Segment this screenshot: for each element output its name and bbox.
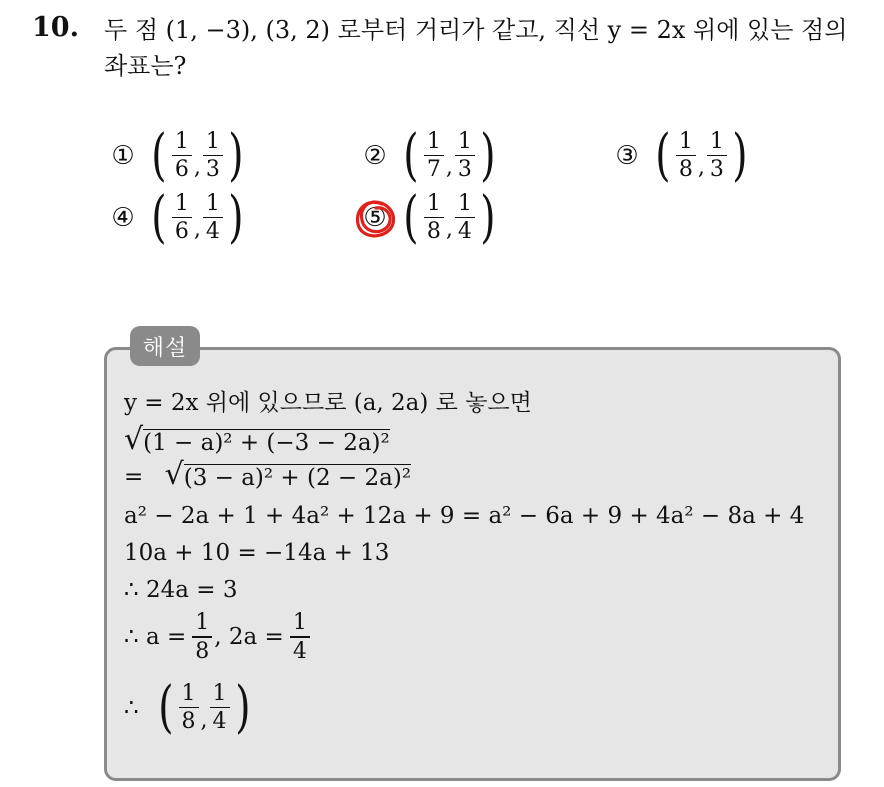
- solution-line-2: [124, 422, 390, 457]
- fraction: [424, 128, 444, 183]
- left-paren: (: [157, 675, 174, 740]
- solution-line-3: [124, 457, 412, 492]
- choice-5-label: ⑤: [363, 203, 387, 233]
- numerator: 1: [212, 680, 227, 706]
- radical-sign: √: [124, 422, 144, 457]
- comma: ,: [193, 155, 201, 180]
- denominator: 4: [212, 709, 227, 735]
- numerator: 1: [205, 190, 220, 216]
- fraction: [172, 190, 192, 245]
- denominator: 8: [181, 709, 196, 735]
- left-paren: (: [151, 123, 167, 188]
- denominator: 3: [709, 157, 724, 183]
- right-paren: ): [480, 123, 496, 188]
- right-paren: ): [732, 123, 748, 188]
- fraction: [290, 612, 310, 663]
- fraction: [203, 190, 223, 245]
- question-text: [104, 12, 874, 84]
- two-a-equals: , 2a =: [214, 623, 284, 650]
- denominator: 3: [457, 157, 472, 183]
- right-paren: ): [480, 185, 496, 250]
- choice-2[interactable]: [362, 123, 499, 188]
- denominator: 4: [292, 638, 307, 664]
- choice-4-label: ④: [111, 203, 135, 233]
- numerator: 1: [195, 610, 210, 635]
- numerator: 1: [709, 128, 724, 154]
- question-line-2: 좌표는?: [104, 52, 187, 80]
- solution-line-7: [124, 612, 312, 663]
- numerator: 1: [678, 128, 693, 154]
- numerator: 1: [174, 190, 189, 216]
- choice-3[interactable]: [614, 123, 751, 188]
- right-paren: ): [228, 185, 244, 250]
- choice-2-label: ②: [363, 141, 387, 171]
- denominator: 6: [174, 219, 189, 245]
- solution-line-8: [124, 675, 253, 740]
- denominator: 7: [426, 157, 441, 183]
- denominator: 4: [457, 219, 472, 245]
- numerator: 1: [174, 128, 189, 154]
- radical-sign: √: [164, 457, 184, 492]
- radicand: (3 − a)² + (2 − 2a)²: [183, 465, 412, 491]
- choice-1[interactable]: [110, 123, 247, 188]
- right-paren: ): [234, 675, 251, 740]
- solution-line-4: a² − 2a + 1 + 4a² + 12a + 9 = a² − 6a + 9 + 4a² − 8a + 4: [124, 503, 805, 529]
- square-root: [124, 422, 390, 457]
- square-root: [164, 457, 412, 492]
- numerator: 1: [426, 128, 441, 154]
- comma: ,: [445, 217, 453, 242]
- denominator: 8: [195, 638, 210, 664]
- question-line-1: 두 점 (1, −3), (3, 2) 로부터 거리가 같고, 직선 y = 2x 위에 있는 점의: [104, 16, 848, 44]
- numerator: 1: [457, 128, 472, 154]
- fraction: [172, 128, 192, 183]
- choice-4[interactable]: [110, 185, 247, 250]
- numerator: 1: [457, 190, 472, 216]
- numerator: 1: [205, 128, 220, 154]
- comma: ,: [697, 155, 705, 180]
- fraction: [203, 128, 223, 183]
- denominator: 4: [205, 219, 220, 245]
- fraction: [676, 128, 696, 183]
- solution-line-6: ∴ 24a = 3: [124, 577, 238, 603]
- question-number: 10.: [32, 12, 79, 43]
- comma: ,: [445, 155, 453, 180]
- denominator: 3: [205, 157, 220, 183]
- denominator: 8: [678, 157, 693, 183]
- denominator: 8: [426, 219, 441, 245]
- fraction: [192, 612, 212, 663]
- fraction: [707, 128, 727, 183]
- comma: ,: [193, 217, 201, 242]
- fraction: [455, 128, 475, 183]
- solution-line-5: 10a + 10 = −14a + 13: [124, 540, 390, 566]
- fraction: [424, 190, 444, 245]
- equals-sign: =: [124, 464, 144, 490]
- left-paren: (: [151, 185, 167, 250]
- left-paren: (: [403, 185, 419, 250]
- numerator: 1: [292, 610, 307, 635]
- numerator: 1: [426, 190, 441, 216]
- right-paren: ): [228, 123, 244, 188]
- numerator: 1: [181, 680, 196, 706]
- solution-line-1: y = 2x 위에 있으므로 (a, 2a) 로 놓으면: [124, 390, 532, 416]
- therefore-a: ∴ a =: [124, 623, 187, 650]
- left-paren: (: [655, 123, 671, 188]
- choice-5[interactable]: [362, 185, 499, 250]
- radicand: (1 − a)² + (−3 − 2a)²: [143, 430, 390, 456]
- fraction: [455, 190, 475, 245]
- fraction: [179, 680, 199, 735]
- left-paren: (: [403, 123, 419, 188]
- choice-3-label: ③: [615, 141, 639, 171]
- therefore-sign: ∴: [124, 694, 139, 721]
- denominator: 6: [174, 157, 189, 183]
- comma: ,: [200, 708, 208, 733]
- solution-tag: 해설: [130, 326, 200, 366]
- choice-1-label: ①: [111, 141, 135, 171]
- fraction: [210, 680, 230, 735]
